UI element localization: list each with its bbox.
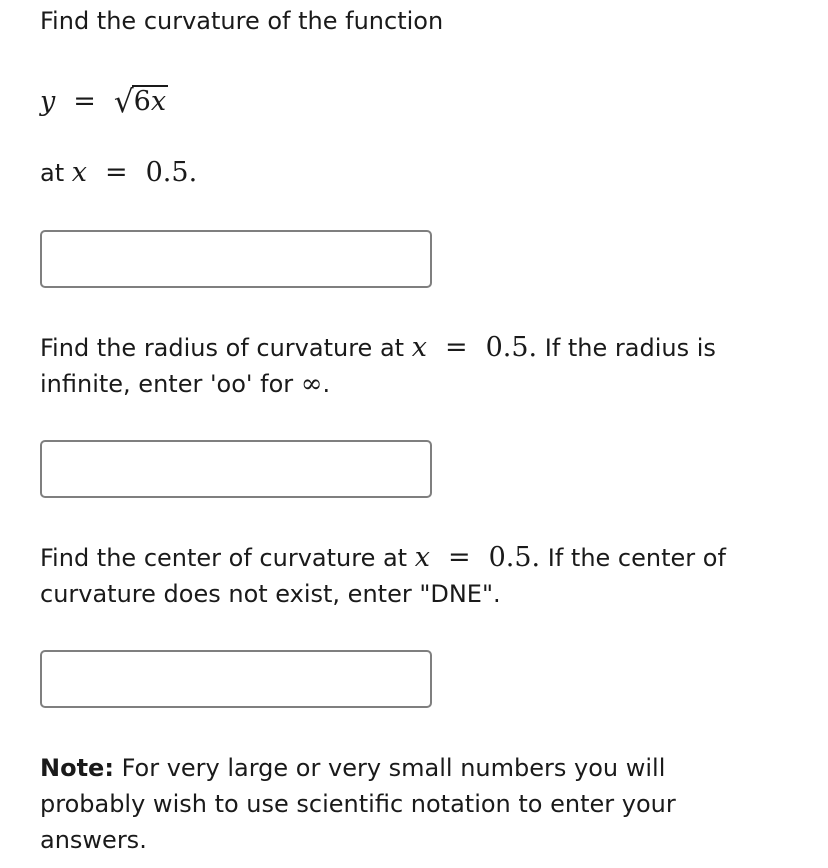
radius-question-text: Find the radius of curvature at <box>40 334 405 362</box>
sqrt-symbol: √ <box>113 84 134 120</box>
evaluation-point <box>40 155 197 191</box>
radius-question-line2: infinite, enter 'oo' for <box>40 370 294 398</box>
note <box>40 750 780 858</box>
radicand-coefficient: 6 <box>133 86 151 117</box>
note-label: Note: <box>40 754 114 782</box>
radius-variable: x <box>411 332 427 363</box>
center-value: 0.5. <box>488 542 541 573</box>
center-question-line2: curvature does not exist, enter "DNE". <box>40 580 501 608</box>
radius-value: 0.5. <box>485 332 538 363</box>
radicand <box>132 85 168 117</box>
center-question-text: Find the center of curvature at <box>40 544 408 572</box>
intro-text: Find the curvature of the function <box>40 7 444 35</box>
radius-question-end: . <box>322 370 331 398</box>
function-equation <box>40 82 168 120</box>
center-equals: = <box>447 542 471 573</box>
infinity-symbol: ∞ <box>300 369 323 399</box>
at-prefix: at <box>40 159 65 187</box>
center-answer-input[interactable] <box>40 650 432 708</box>
note-text-line1: For very large or very small numbers you will <box>121 754 666 782</box>
equation-lhs: y <box>40 86 56 117</box>
center-variable: x <box>414 542 430 573</box>
radius-question <box>40 330 780 402</box>
center-question <box>40 540 780 612</box>
square-root <box>114 82 168 120</box>
curvature-answer-input[interactable] <box>40 230 432 288</box>
at-variable: x <box>71 157 87 188</box>
radicand-variable: x <box>150 86 167 117</box>
note-text-line3: answers. <box>40 826 147 854</box>
center-question-text-after: If the center of <box>547 544 726 572</box>
radius-answer-input[interactable] <box>40 440 432 498</box>
equation-equals: = <box>73 86 96 117</box>
at-equals: = <box>105 157 128 188</box>
at-value: 0.5. <box>145 157 198 188</box>
radius-equals: = <box>444 332 468 363</box>
note-text-line2: probably wish to use scientific notation to enter your <box>40 790 676 818</box>
radius-question-text-after: If the radius is <box>544 334 716 362</box>
